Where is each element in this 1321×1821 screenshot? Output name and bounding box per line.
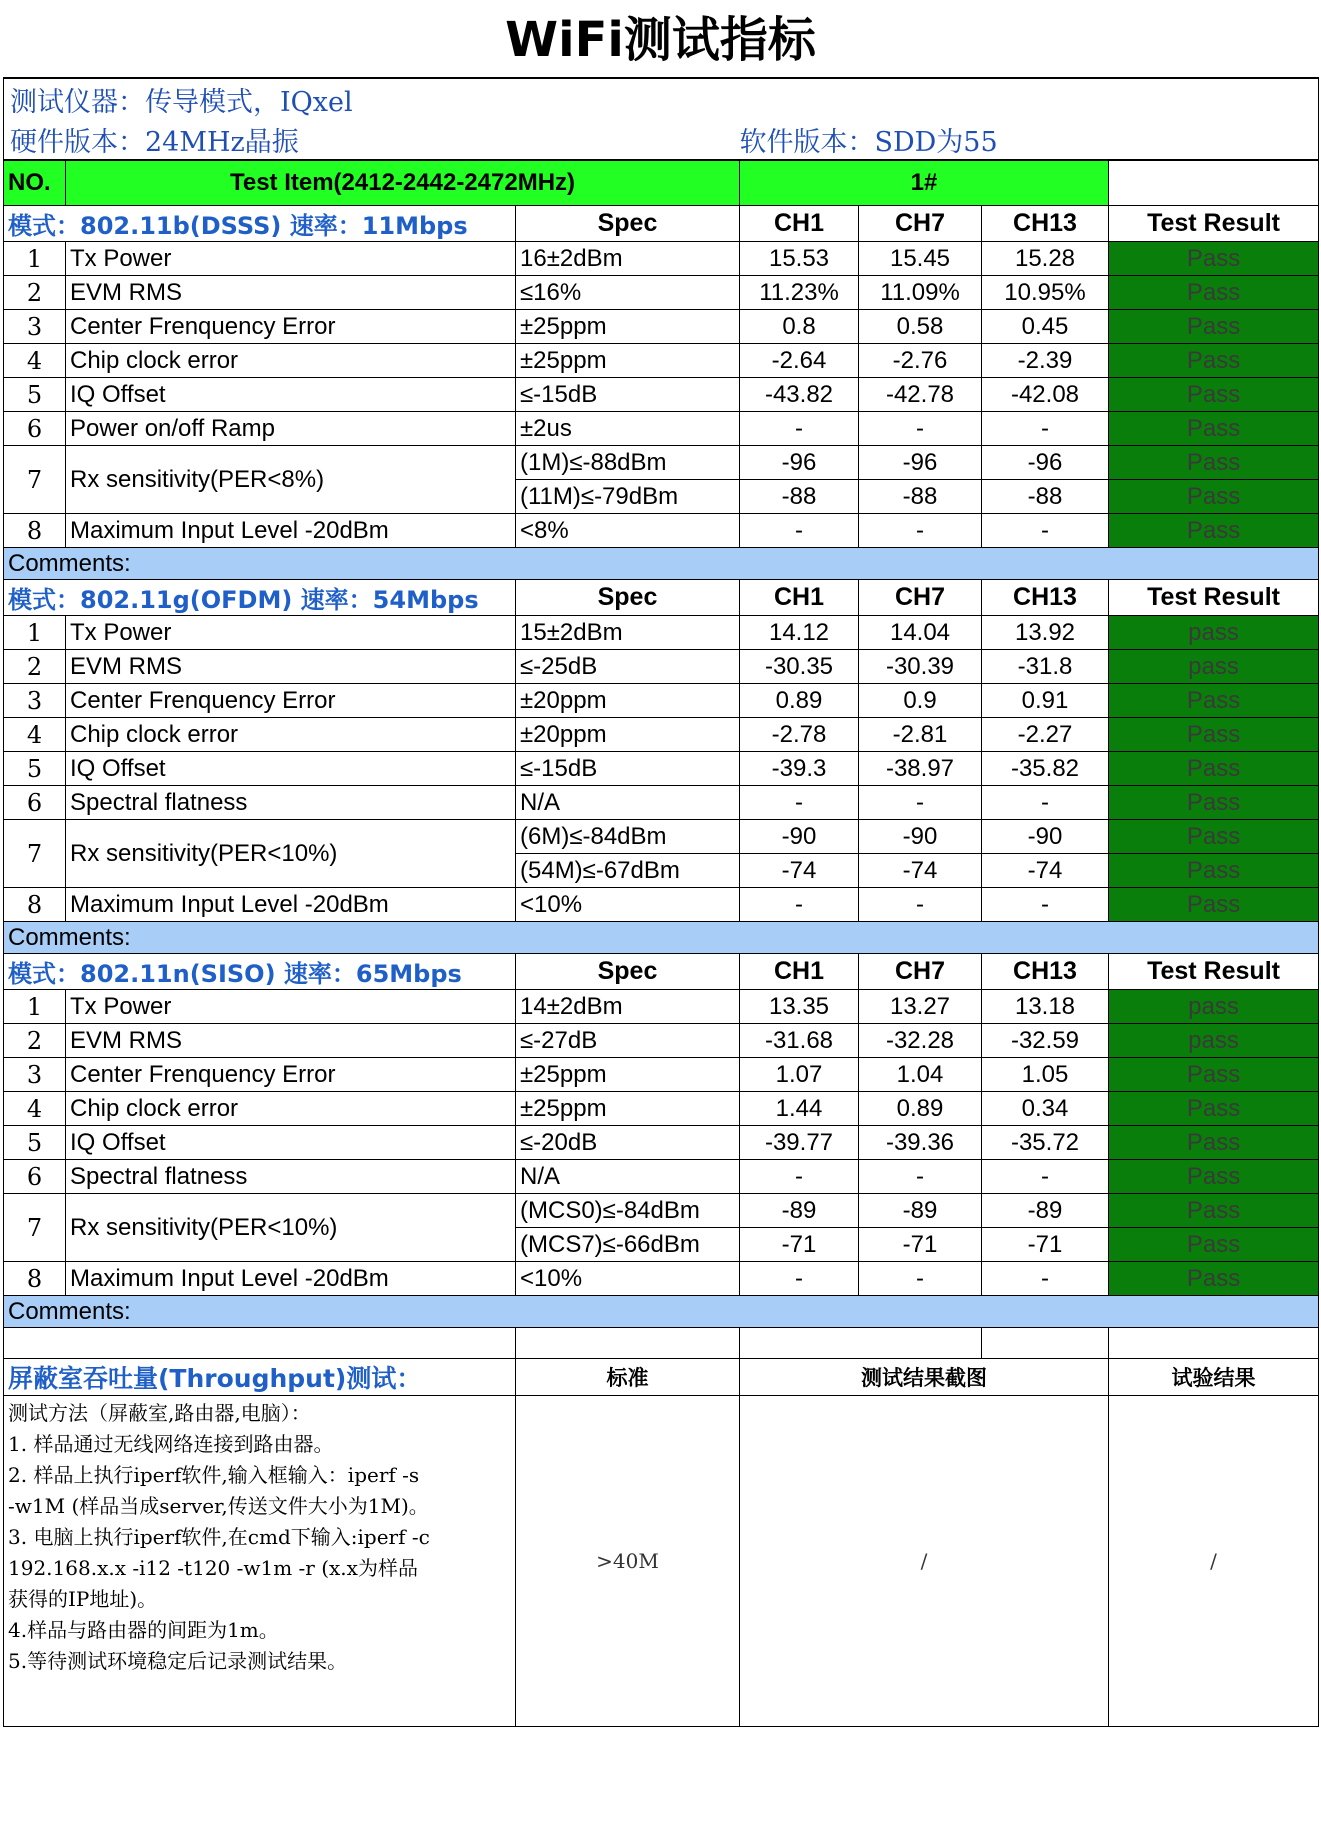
- ch1-value: -71: [740, 1228, 859, 1262]
- ch1-value: -39.77: [740, 1126, 859, 1160]
- test-item: Center Frenquency Error: [66, 310, 516, 344]
- spec-value: ±2us: [516, 412, 740, 446]
- screenshot-header: 测试结果截图: [740, 1359, 1109, 1396]
- ch13-value: -: [982, 1160, 1109, 1194]
- result-value: /: [1109, 1396, 1319, 1727]
- result-badge: Pass: [1109, 1160, 1319, 1194]
- test-item: Chip clock error: [66, 718, 516, 752]
- info-row-version: [4, 119, 1319, 160]
- ch13-value: -35.72: [982, 1126, 1109, 1160]
- throughput-title: 屏蔽室吞吐量(Throughput)测试：: [4, 1359, 516, 1396]
- mode-label: 模式：802.11b(DSSS) 速率：11Mbps: [4, 206, 516, 242]
- spec-header: Spec: [516, 206, 740, 242]
- table-row: [4, 276, 1319, 310]
- row-number: 3: [4, 1058, 66, 1092]
- empty-cell: [982, 1328, 1109, 1359]
- spec-value: ±25ppm: [516, 1092, 740, 1126]
- ch13-value: -2.27: [982, 718, 1109, 752]
- ch1-value: 0.8: [740, 310, 859, 344]
- ch7-value: -32.28: [859, 1024, 982, 1058]
- ch7-value: -42.78: [859, 378, 982, 412]
- spec-value: ±25ppm: [516, 310, 740, 344]
- ch7-value: -: [859, 786, 982, 820]
- row-number: 3: [4, 684, 66, 718]
- table-row: [4, 1092, 1319, 1126]
- throughput-header-row: [4, 1359, 1319, 1396]
- ch13-value: -: [982, 412, 1109, 446]
- result-badge: Pass: [1109, 684, 1319, 718]
- ch13-value: -96: [982, 446, 1109, 480]
- ch7-value: -: [859, 514, 982, 548]
- result-badge: Pass: [1109, 820, 1319, 854]
- spec-value: ±20ppm: [516, 684, 740, 718]
- result-badge: pass: [1109, 650, 1319, 684]
- test-item: IQ Offset: [66, 378, 516, 412]
- comments-label: Comments:: [4, 548, 1319, 580]
- result-badge: Pass: [1109, 412, 1319, 446]
- ch1-value: -43.82: [740, 378, 859, 412]
- spec-value: (11M)≤-79dBm: [516, 480, 740, 514]
- test-item: Tx Power: [66, 616, 516, 650]
- table-row: [4, 1024, 1319, 1058]
- ch13-value: 10.95%: [982, 276, 1109, 310]
- table-row-rx-a: [4, 446, 1319, 480]
- ch1-value: 1.44: [740, 1092, 859, 1126]
- result-badge: Pass: [1109, 1092, 1319, 1126]
- table-row-rx-a: [4, 1194, 1319, 1228]
- ch1-value: -: [740, 1262, 859, 1296]
- ch1-value: -: [740, 1160, 859, 1194]
- ch1-value: -31.68: [740, 1024, 859, 1058]
- ch1-value: -2.78: [740, 718, 859, 752]
- row-number: 4: [4, 718, 66, 752]
- table-row: [4, 1126, 1319, 1160]
- mode-header-row: [4, 580, 1319, 616]
- ch1-value: 15.53: [740, 242, 859, 276]
- result-badge: Pass: [1109, 378, 1319, 412]
- ch7-value: -88: [859, 480, 982, 514]
- test-table: [3, 77, 1319, 1727]
- ch7-value: -39.36: [859, 1126, 982, 1160]
- ch13-value: 1.05: [982, 1058, 1109, 1092]
- ch13-value: 0.45: [982, 310, 1109, 344]
- unit-header: 1#: [740, 160, 1109, 206]
- ch1-header: CH1: [740, 580, 859, 616]
- mode-label: 模式：802.11n(SISO) 速率：65Mbps: [4, 954, 516, 990]
- row-number: 1: [4, 242, 66, 276]
- test-item: IQ Offset: [66, 1126, 516, 1160]
- table-row: [4, 888, 1319, 922]
- ch7-header: CH7: [859, 954, 982, 990]
- empty-cell: [516, 1328, 740, 1359]
- test-item: Center Frenquency Error: [66, 684, 516, 718]
- ch13-header: CH13: [982, 206, 1109, 242]
- ch1-value: -88: [740, 480, 859, 514]
- spec-value: ≤-27dB: [516, 1024, 740, 1058]
- instrument-text: 测试仪器：传导模式，IQxel: [4, 78, 1319, 119]
- report-sheet: [3, 0, 1318, 1727]
- spec-value: 14±2dBm: [516, 990, 740, 1024]
- test-item: Chip clock error: [66, 344, 516, 378]
- spec-value: <8%: [516, 514, 740, 548]
- result-badge: Pass: [1109, 344, 1319, 378]
- row-number: 6: [4, 1160, 66, 1194]
- result-badge: Pass: [1109, 514, 1319, 548]
- table-row: [4, 412, 1319, 446]
- spec-value: (1M)≤-88dBm: [516, 446, 740, 480]
- row-number: 8: [4, 1262, 66, 1296]
- spec-value: N/A: [516, 1160, 740, 1194]
- spec-value: ≤-15dB: [516, 752, 740, 786]
- ch7-value: -96: [859, 446, 982, 480]
- ch13-value: -: [982, 888, 1109, 922]
- table-row: [4, 650, 1319, 684]
- info-row-instrument: [4, 78, 1319, 119]
- row-number: 7: [4, 820, 66, 888]
- result-badge: Pass: [1109, 310, 1319, 344]
- ch13-value: 15.28: [982, 242, 1109, 276]
- ch7-value: 15.45: [859, 242, 982, 276]
- result-badge: Pass: [1109, 1058, 1319, 1092]
- spec-value: ±25ppm: [516, 1058, 740, 1092]
- table-row: [4, 344, 1319, 378]
- test-item: Maximum Input Level -20dBm: [66, 1262, 516, 1296]
- row-number: 2: [4, 276, 66, 310]
- test-item: Spectral flatness: [66, 1160, 516, 1194]
- ch1-value: -: [740, 786, 859, 820]
- ch7-value: -2.81: [859, 718, 982, 752]
- ch7-value: 13.27: [859, 990, 982, 1024]
- ch7-value: 1.04: [859, 1058, 982, 1092]
- ch13-header: CH13: [982, 580, 1109, 616]
- ch1-value: 0.89: [740, 684, 859, 718]
- ch7-value: 11.09%: [859, 276, 982, 310]
- test-item: Rx sensitivity(PER<10%): [66, 1194, 516, 1262]
- spec-value: <10%: [516, 888, 740, 922]
- ch7-value: -89: [859, 1194, 982, 1228]
- result-badge: Pass: [1109, 854, 1319, 888]
- test-method-text: 测试方法（屏蔽室,路由器,电脑）： 1. 样品通过无线网络连接到路由器。 2. 样品上执行iperf软件,输入框输入：iperf -s -w1M (样品当成server,传送文件大小为1M)。 3. 电脑上执行iperf软件,在cmd下输入:iperf -c 192.168.x.x -i12 -t120 -w1m -r (x.x为样品 获得的IP地址)。 4.样品与路由器的间距为1m。 5.等待测试环境稳定后记录测试结果。: [4, 1396, 516, 1727]
- ch1-header: CH1: [740, 954, 859, 990]
- result-header: 试验结果: [1109, 1359, 1319, 1396]
- table-row: [4, 242, 1319, 276]
- ch7-value: -74: [859, 854, 982, 888]
- ch13-value: -32.59: [982, 1024, 1109, 1058]
- row-number: 8: [4, 514, 66, 548]
- ch13-value: 13.18: [982, 990, 1109, 1024]
- row-number: 4: [4, 1092, 66, 1126]
- ch1-value: 14.12: [740, 616, 859, 650]
- spec-value: ±20ppm: [516, 718, 740, 752]
- table-row: [4, 990, 1319, 1024]
- ch13-value: -88: [982, 480, 1109, 514]
- row-number: 6: [4, 412, 66, 446]
- ch13-value: -: [982, 1262, 1109, 1296]
- result-badge: Pass: [1109, 480, 1319, 514]
- ch13-value: -89: [982, 1194, 1109, 1228]
- test-item: Chip clock error: [66, 1092, 516, 1126]
- comments-label: Comments:: [4, 922, 1319, 954]
- spec-value: (MCS7)≤-66dBm: [516, 1228, 740, 1262]
- standard-value: >40M: [516, 1396, 740, 1727]
- spec-value: (6M)≤-84dBm: [516, 820, 740, 854]
- ch1-value: 13.35: [740, 990, 859, 1024]
- result-badge: pass: [1109, 616, 1319, 650]
- ch1-value: 1.07: [740, 1058, 859, 1092]
- row-number: 1: [4, 990, 66, 1024]
- ch13-value: -: [982, 514, 1109, 548]
- ch1-value: -90: [740, 820, 859, 854]
- spec-value: N/A: [516, 786, 740, 820]
- test-item: Rx sensitivity(PER<10%): [66, 820, 516, 888]
- empty-row: [4, 1328, 1319, 1359]
- result-badge: Pass: [1109, 786, 1319, 820]
- ch13-value: -31.8: [982, 650, 1109, 684]
- row-number: 4: [4, 344, 66, 378]
- test-item: Power on/off Ramp: [66, 412, 516, 446]
- mode-header-row: [4, 954, 1319, 990]
- empty-cell: [1109, 1328, 1319, 1359]
- row-number: 3: [4, 310, 66, 344]
- ch13-value: 0.91: [982, 684, 1109, 718]
- spec-value: ≤16%: [516, 276, 740, 310]
- table-row: [4, 684, 1319, 718]
- comments-row: [4, 548, 1319, 580]
- result-header: Test Result: [1109, 206, 1319, 242]
- ch13-value: -71: [982, 1228, 1109, 1262]
- test-item: EVM RMS: [66, 1024, 516, 1058]
- header-row: [4, 160, 1319, 206]
- result-badge: pass: [1109, 990, 1319, 1024]
- test-item: IQ Offset: [66, 752, 516, 786]
- spec-value: (MCS0)≤-84dBm: [516, 1194, 740, 1228]
- mode-label: 模式：802.11g(OFDM) 速率：54Mbps: [4, 580, 516, 616]
- page-title: WiFi测试指标: [505, 12, 816, 68]
- result-badge: Pass: [1109, 446, 1319, 480]
- row-number: 5: [4, 752, 66, 786]
- ch13-value: 13.92: [982, 616, 1109, 650]
- test-item: Rx sensitivity(PER<8%): [66, 446, 516, 514]
- row-number: 7: [4, 446, 66, 514]
- ch1-value: -2.64: [740, 344, 859, 378]
- result-badge: Pass: [1109, 1262, 1319, 1296]
- spec-value: ≤-20dB: [516, 1126, 740, 1160]
- table-row-rx-a: [4, 820, 1319, 854]
- table-row: [4, 514, 1319, 548]
- spec-value: 16±2dBm: [516, 242, 740, 276]
- throughput-body-row: [4, 1396, 1319, 1727]
- spec-value: ≤-15dB: [516, 378, 740, 412]
- ch7-header: CH7: [859, 206, 982, 242]
- ch7-value: 0.9: [859, 684, 982, 718]
- test-item: Maximum Input Level -20dBm: [66, 514, 516, 548]
- spec-value: ≤-25dB: [516, 650, 740, 684]
- test-item-header: Test Item(2412-2442-2472MHz): [66, 160, 740, 206]
- test-item: Tx Power: [66, 242, 516, 276]
- ch7-value: -: [859, 412, 982, 446]
- test-item: EVM RMS: [66, 276, 516, 310]
- result-badge: Pass: [1109, 718, 1319, 752]
- standard-header: 标准: [516, 1359, 740, 1396]
- ch7-header: CH7: [859, 580, 982, 616]
- result-badge: Pass: [1109, 752, 1319, 786]
- ch7-value: -38.97: [859, 752, 982, 786]
- ch1-value: -30.35: [740, 650, 859, 684]
- ch1-value: -39.3: [740, 752, 859, 786]
- ch7-value: -2.76: [859, 344, 982, 378]
- screenshot-value: /: [740, 1396, 1109, 1727]
- test-item: Maximum Input Level -20dBm: [66, 888, 516, 922]
- table-row: [4, 1262, 1319, 1296]
- row-number: 8: [4, 888, 66, 922]
- ch13-value: -: [982, 786, 1109, 820]
- ch7-value: 0.58: [859, 310, 982, 344]
- table-row: [4, 718, 1319, 752]
- ch13-header: CH13: [982, 954, 1109, 990]
- row-number: 7: [4, 1194, 66, 1262]
- ch1-value: -89: [740, 1194, 859, 1228]
- header-blank-cell: [1109, 160, 1319, 206]
- test-item: Spectral flatness: [66, 786, 516, 820]
- no-header: NO.: [4, 160, 66, 206]
- ch1-value: -: [740, 514, 859, 548]
- table-row: [4, 1058, 1319, 1092]
- ch7-value: -: [859, 1160, 982, 1194]
- result-badge: Pass: [1109, 888, 1319, 922]
- ch7-value: -30.39: [859, 650, 982, 684]
- comments-label: Comments:: [4, 1296, 1319, 1328]
- table-row: [4, 616, 1319, 650]
- result-badge: Pass: [1109, 1228, 1319, 1262]
- ch7-value: -: [859, 1262, 982, 1296]
- result-badge: Pass: [1109, 1126, 1319, 1160]
- ch7-value: -71: [859, 1228, 982, 1262]
- row-number: 5: [4, 1126, 66, 1160]
- result-header: Test Result: [1109, 954, 1319, 990]
- table-row: [4, 1160, 1319, 1194]
- row-number: 5: [4, 378, 66, 412]
- ch13-value: -90: [982, 820, 1109, 854]
- mode-header-row: [4, 206, 1319, 242]
- ch13-value: -2.39: [982, 344, 1109, 378]
- row-number: 6: [4, 786, 66, 820]
- hardware-version: 硬件版本：24MHz晶振: [4, 119, 740, 160]
- table-row: [4, 378, 1319, 412]
- result-badge: Pass: [1109, 276, 1319, 310]
- empty-cell: [4, 1328, 516, 1359]
- ch1-value: 11.23%: [740, 276, 859, 310]
- result-badge: Pass: [1109, 242, 1319, 276]
- row-number: 2: [4, 650, 66, 684]
- result-badge: Pass: [1109, 1194, 1319, 1228]
- empty-cell: [740, 1328, 982, 1359]
- spec-header: Spec: [516, 580, 740, 616]
- comments-row: [4, 1296, 1319, 1328]
- spec-value: ±25ppm: [516, 344, 740, 378]
- table-row: [4, 310, 1319, 344]
- test-item: Tx Power: [66, 990, 516, 1024]
- ch13-value: -74: [982, 854, 1109, 888]
- ch7-value: 0.89: [859, 1092, 982, 1126]
- ch7-value: -90: [859, 820, 982, 854]
- ch13-value: -35.82: [982, 752, 1109, 786]
- software-version: 软件版本：SDD为55: [740, 119, 1319, 160]
- ch7-value: 14.04: [859, 616, 982, 650]
- ch1-header: CH1: [740, 206, 859, 242]
- ch13-value: -42.08: [982, 378, 1109, 412]
- ch13-value: 0.34: [982, 1092, 1109, 1126]
- spec-value: 15±2dBm: [516, 616, 740, 650]
- result-header: Test Result: [1109, 580, 1319, 616]
- ch1-value: -: [740, 412, 859, 446]
- test-item: Center Frenquency Error: [66, 1058, 516, 1092]
- row-number: 1: [4, 616, 66, 650]
- result-badge: pass: [1109, 1024, 1319, 1058]
- ch7-value: -: [859, 888, 982, 922]
- spec-value: (54M)≤-67dBm: [516, 854, 740, 888]
- test-item: EVM RMS: [66, 650, 516, 684]
- ch1-value: -96: [740, 446, 859, 480]
- ch1-value: -74: [740, 854, 859, 888]
- comments-row: [4, 922, 1319, 954]
- table-row: [4, 786, 1319, 820]
- table-row: [4, 752, 1319, 786]
- ch1-value: -: [740, 888, 859, 922]
- row-number: 2: [4, 1024, 66, 1058]
- spec-header: Spec: [516, 954, 740, 990]
- spec-value: <10%: [516, 1262, 740, 1296]
